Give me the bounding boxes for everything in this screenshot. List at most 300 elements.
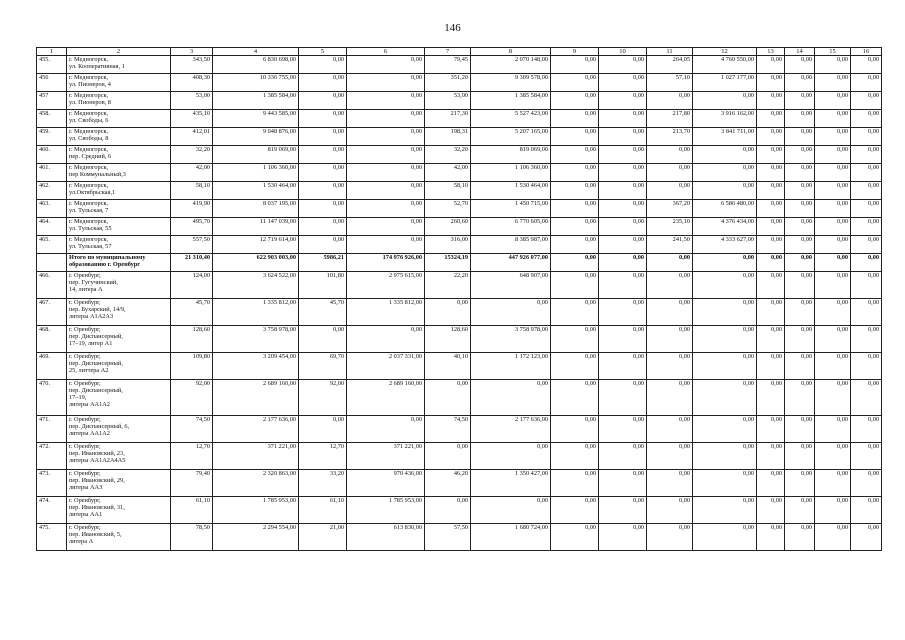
table-row — [37, 380, 882, 416]
address-line: Итого по муниципальному — [69, 254, 146, 261]
value-col-5: 0,00 — [299, 200, 347, 218]
value-col-4: 2 177 636,00 — [213, 416, 299, 443]
row-number: 475. — [37, 524, 67, 551]
address-line: г. Медногорск, — [69, 128, 109, 135]
address-line: г. Медногорск, — [69, 236, 109, 243]
value-col-5: 21,00 — [299, 524, 347, 551]
value-col-13: 0,00 — [757, 128, 785, 146]
value-col-15: 0,00 — [815, 146, 851, 164]
table-row — [37, 218, 882, 236]
value-col-11: 0,00 — [647, 470, 693, 497]
address-line: г. Медногорск, — [69, 146, 109, 153]
value-col-15: 0,00 — [815, 353, 851, 380]
value-col-11: 0,00 — [647, 443, 693, 470]
value-col-12: 0,00 — [693, 470, 757, 497]
value-col-15: 0,00 — [815, 416, 851, 443]
data-table — [36, 47, 882, 551]
address-line: г. Оренбург, — [69, 380, 101, 387]
value-col-3: 12,70 — [171, 443, 213, 470]
row-number: 468. — [37, 326, 67, 353]
address-line: г. Оренбург, — [69, 272, 101, 279]
address-line: г. Медногорск, — [69, 110, 109, 117]
address-cell — [67, 353, 171, 380]
value-col-9: 0,00 — [551, 164, 599, 182]
value-col-12: 0,00 — [693, 380, 757, 416]
value-col-4: 1 106 360,00 — [213, 164, 299, 182]
value-col-7: 58,10 — [425, 182, 471, 200]
address-line: пер Коммунальный,3 — [69, 171, 126, 178]
value-col-9: 0,00 — [551, 200, 599, 218]
value-col-4: 1 335 812,00 — [213, 299, 299, 326]
value-col-8: 2 070 148,00 — [471, 56, 551, 74]
value-col-16: 0,00 — [851, 236, 882, 254]
row-number: 470. — [37, 380, 67, 416]
value-col-3: 92,00 — [171, 380, 213, 416]
row-number: 462. — [37, 182, 67, 200]
address-cell — [67, 92, 171, 110]
value-col-16: 0,00 — [851, 92, 882, 110]
value-col-11: 0,00 — [647, 254, 693, 272]
address-line: пер. Гугучинский, — [69, 279, 118, 286]
value-col-14: 0,00 — [785, 443, 815, 470]
value-col-6: 0,00 — [347, 110, 425, 128]
value-col-11: 0,00 — [647, 272, 693, 299]
table-row — [37, 443, 882, 470]
value-col-10: 0,00 — [599, 524, 647, 551]
value-col-7: 57,50 — [425, 524, 471, 551]
table-body — [37, 48, 882, 551]
address-line: пер. Ивановский, 5, — [69, 531, 122, 538]
value-col-3: 557,50 — [171, 236, 213, 254]
value-col-12: 0,00 — [693, 182, 757, 200]
row-number: 467. — [37, 299, 67, 326]
address-line: пер. Ивановский, 31, — [69, 504, 125, 511]
address-cell — [67, 497, 171, 524]
address-cell — [67, 272, 171, 299]
row-number: 466. — [37, 272, 67, 299]
value-col-8: 8 385 987,00 — [471, 236, 551, 254]
value-col-14: 0,00 — [785, 128, 815, 146]
address-line: 25, литтера А2 — [69, 367, 109, 374]
value-col-15: 0,00 — [815, 74, 851, 92]
address-line: пер. Диспансерный, — [69, 333, 123, 340]
value-col-3: 128,60 — [171, 326, 213, 353]
value-col-3: 42,00 — [171, 164, 213, 182]
value-col-7: 0,00 — [425, 497, 471, 524]
table-row — [37, 74, 882, 92]
value-col-15: 0,00 — [815, 128, 851, 146]
column-number-1: 1 — [37, 48, 67, 56]
address-line: пер. Диспансерный, 6, — [69, 423, 130, 430]
value-col-11: 0,00 — [647, 353, 693, 380]
value-col-6: 0,00 — [347, 74, 425, 92]
address-line: ул. Пионеров, 4 — [69, 81, 111, 88]
address-line: пер. Диспансерный, — [69, 360, 123, 367]
address-cell — [67, 416, 171, 443]
value-col-8: 819 069,00 — [471, 146, 551, 164]
value-col-3: 412,01 — [171, 128, 213, 146]
value-col-16: 0,00 — [851, 524, 882, 551]
value-col-6: 0,00 — [347, 416, 425, 443]
address-line: г. Медногорск, — [69, 182, 109, 189]
column-number-row — [37, 48, 882, 56]
value-col-5: 61,10 — [299, 497, 347, 524]
value-col-11: 0,00 — [647, 182, 693, 200]
column-number-12: 12 — [693, 48, 757, 56]
address-line: г. Оренбург, — [69, 326, 101, 333]
value-col-3: 79,40 — [171, 470, 213, 497]
value-col-14: 0,00 — [785, 110, 815, 128]
value-col-3: 408,30 — [171, 74, 213, 92]
address-cell — [67, 380, 171, 416]
value-col-10: 0,00 — [599, 164, 647, 182]
value-col-8: 1 680 724,00 — [471, 524, 551, 551]
value-col-6: 0,00 — [347, 128, 425, 146]
address-line: пер. Ивановский, 29, — [69, 477, 125, 484]
value-col-12: 4 760 550,00 — [693, 56, 757, 74]
value-col-8: 9 309 578,00 — [471, 74, 551, 92]
value-col-15: 0,00 — [815, 182, 851, 200]
value-col-4: 6 830 698,00 — [213, 56, 299, 74]
address-line: 17–19, литер А1 — [69, 340, 113, 347]
value-col-10: 0,00 — [599, 200, 647, 218]
value-col-15: 0,00 — [815, 92, 851, 110]
value-col-11: 0,00 — [647, 164, 693, 182]
value-col-7: 0,00 — [425, 380, 471, 416]
value-col-13: 0,00 — [757, 56, 785, 74]
value-col-15: 0,00 — [815, 110, 851, 128]
value-col-16: 0,00 — [851, 200, 882, 218]
value-col-9: 0,00 — [551, 272, 599, 299]
value-col-13: 0,00 — [757, 353, 785, 380]
address-cell — [67, 524, 171, 551]
value-col-16: 0,00 — [851, 74, 882, 92]
address-line: образованию г. Оренбург — [69, 261, 141, 268]
value-col-3: 343,50 — [171, 56, 213, 74]
table-row — [37, 272, 882, 299]
value-col-4: 1 385 584,00 — [213, 92, 299, 110]
value-col-15: 0,00 — [815, 524, 851, 551]
value-col-3: 109,80 — [171, 353, 213, 380]
value-col-7: 22,20 — [425, 272, 471, 299]
value-col-7: 316,00 — [425, 236, 471, 254]
row-number: 460. — [37, 146, 67, 164]
value-col-3: 435,10 — [171, 110, 213, 128]
value-col-15: 0,00 — [815, 272, 851, 299]
value-col-7: 217,30 — [425, 110, 471, 128]
value-col-10: 0,00 — [599, 497, 647, 524]
value-col-13: 0,00 — [757, 272, 785, 299]
value-col-16: 0,00 — [851, 182, 882, 200]
address-cell — [67, 110, 171, 128]
value-col-8: 648 907,00 — [471, 272, 551, 299]
value-col-13: 0,00 — [757, 164, 785, 182]
address-line: г. Медногорск, — [69, 74, 109, 81]
value-col-10: 0,00 — [599, 74, 647, 92]
row-number: 455. — [37, 56, 67, 74]
value-col-13: 0,00 — [757, 443, 785, 470]
address-cell — [67, 74, 171, 92]
value-col-6: 0,00 — [347, 236, 425, 254]
value-col-13: 0,00 — [757, 146, 785, 164]
value-col-11: 57,10 — [647, 74, 693, 92]
value-col-10: 0,00 — [599, 353, 647, 380]
value-col-16: 0,00 — [851, 380, 882, 416]
column-number-6: 6 — [347, 48, 425, 56]
value-col-9: 0,00 — [551, 524, 599, 551]
value-col-15: 0,00 — [815, 497, 851, 524]
value-col-6: 0,00 — [347, 182, 425, 200]
value-col-6: 2 689 160,00 — [347, 380, 425, 416]
value-col-3: 61,10 — [171, 497, 213, 524]
value-col-7: 0,00 — [425, 443, 471, 470]
value-col-11: 0,00 — [647, 92, 693, 110]
value-col-15: 0,00 — [815, 218, 851, 236]
value-col-12: 0,00 — [693, 416, 757, 443]
address-line: пер. Ивановский, 23, — [69, 450, 125, 457]
value-col-16: 0,00 — [851, 497, 882, 524]
value-col-13: 0,00 — [757, 299, 785, 326]
column-number-7: 7 — [425, 48, 471, 56]
value-col-6: 0,00 — [347, 164, 425, 182]
value-col-11: 0,00 — [647, 380, 693, 416]
value-col-4: 2 689 160,00 — [213, 380, 299, 416]
value-col-15: 0,00 — [815, 254, 851, 272]
address-cell — [67, 470, 171, 497]
address-cell — [67, 200, 171, 218]
row-number: 471. — [37, 416, 67, 443]
value-col-10: 0,00 — [599, 326, 647, 353]
value-col-9: 0,00 — [551, 380, 599, 416]
value-col-9: 0,00 — [551, 416, 599, 443]
value-col-7: 351,20 — [425, 74, 471, 92]
table-row — [37, 299, 882, 326]
value-col-12: 0,00 — [693, 524, 757, 551]
row-number: 456 — [37, 74, 67, 92]
row-number: 461. — [37, 164, 67, 182]
value-col-16: 0,00 — [851, 326, 882, 353]
value-col-13: 0,00 — [757, 254, 785, 272]
value-col-16: 0,00 — [851, 218, 882, 236]
row-number: 472. — [37, 443, 67, 470]
value-col-7: 0,00 — [425, 299, 471, 326]
value-col-3: 124,00 — [171, 272, 213, 299]
value-col-6: 1 785 953,00 — [347, 497, 425, 524]
value-col-14: 0,00 — [785, 353, 815, 380]
value-col-7: 53,00 — [425, 92, 471, 110]
table-row — [37, 326, 882, 353]
value-col-15: 0,00 — [815, 164, 851, 182]
value-col-13: 0,00 — [757, 416, 785, 443]
row-number: 458. — [37, 110, 67, 128]
value-col-8: 0,00 — [471, 497, 551, 524]
address-line: г. Медногорск, — [69, 56, 109, 63]
address-line: пер. Средний, 6 — [69, 153, 112, 160]
value-col-12: 6 586 480,00 — [693, 200, 757, 218]
value-col-3: 74,50 — [171, 416, 213, 443]
value-col-13: 0,00 — [757, 524, 785, 551]
address-line: ул. Свободы, 6 — [69, 117, 109, 124]
value-col-12: 0,00 — [693, 443, 757, 470]
table-row — [37, 524, 882, 551]
value-col-10: 0,00 — [599, 92, 647, 110]
value-col-8: 5 207 165,00 — [471, 128, 551, 146]
value-col-4: 1 530 464,00 — [213, 182, 299, 200]
value-col-14: 0,00 — [785, 254, 815, 272]
address-line: г. Медногорск, — [69, 218, 109, 225]
row-number: 459. — [37, 128, 67, 146]
value-col-8: 1 385 584,00 — [471, 92, 551, 110]
value-col-13: 0,00 — [757, 182, 785, 200]
value-col-16: 0,00 — [851, 254, 882, 272]
value-col-5: 92,00 — [299, 380, 347, 416]
address-line: литеры А1А2А3 — [69, 313, 114, 320]
value-col-14: 0,00 — [785, 56, 815, 74]
value-col-11: 0,00 — [647, 416, 693, 443]
value-col-5: 0,00 — [299, 326, 347, 353]
value-col-6: 0,00 — [347, 200, 425, 218]
row-number: 465. — [37, 236, 67, 254]
address-line: г. Оренбург, — [69, 497, 101, 504]
address-line: пер. Бухарский, 14/9, — [69, 306, 126, 313]
address-line: г. Медногорск, — [69, 200, 109, 207]
value-col-7: 79,45 — [425, 56, 471, 74]
value-col-5: 0,00 — [299, 74, 347, 92]
value-col-6: 371 221,00 — [347, 443, 425, 470]
value-col-8: 1 172 123,00 — [471, 353, 551, 380]
value-col-10: 0,00 — [599, 146, 647, 164]
column-number-5: 5 — [299, 48, 347, 56]
row-number: 463. — [37, 200, 67, 218]
value-col-14: 0,00 — [785, 164, 815, 182]
total-row — [37, 254, 882, 272]
value-col-14: 0,00 — [785, 497, 815, 524]
value-col-11: 213,70 — [647, 128, 693, 146]
value-col-6: 0,00 — [347, 326, 425, 353]
value-col-7: 52,70 — [425, 200, 471, 218]
value-col-15: 0,00 — [815, 236, 851, 254]
row-number: 457 — [37, 92, 67, 110]
column-number-16: 16 — [851, 48, 882, 56]
address-cell — [67, 443, 171, 470]
value-col-4: 2 294 554,00 — [213, 524, 299, 551]
value-col-4: 8 037 195,00 — [213, 200, 299, 218]
value-col-16: 0,00 — [851, 110, 882, 128]
value-col-8: 6 770 605,00 — [471, 218, 551, 236]
value-col-13: 0,00 — [757, 110, 785, 128]
value-col-4: 1 785 953,00 — [213, 497, 299, 524]
value-col-12: 0,00 — [693, 164, 757, 182]
value-col-10: 0,00 — [599, 272, 647, 299]
value-col-10: 0,00 — [599, 56, 647, 74]
value-col-15: 0,00 — [815, 200, 851, 218]
value-col-16: 0,00 — [851, 443, 882, 470]
value-col-7: 42,00 — [425, 164, 471, 182]
column-number-3: 3 — [171, 48, 213, 56]
value-col-11: 235,10 — [647, 218, 693, 236]
value-col-14: 0,00 — [785, 470, 815, 497]
value-col-7: 40,10 — [425, 353, 471, 380]
address-line: г. Оренбург, — [69, 416, 101, 423]
value-col-14: 0,00 — [785, 182, 815, 200]
value-col-5: 0,00 — [299, 416, 347, 443]
value-col-14: 0,00 — [785, 200, 815, 218]
value-col-13: 0,00 — [757, 92, 785, 110]
value-col-3: 58,10 — [171, 182, 213, 200]
value-col-16: 0,00 — [851, 353, 882, 380]
value-col-8: 5 527 423,00 — [471, 110, 551, 128]
value-col-15: 0,00 — [815, 326, 851, 353]
table-row — [37, 92, 882, 110]
table-row — [37, 236, 882, 254]
value-col-9: 0,00 — [551, 218, 599, 236]
row-number: 469. — [37, 353, 67, 380]
value-col-8: 1 450 715,00 — [471, 200, 551, 218]
value-col-5: 101,80 — [299, 272, 347, 299]
value-col-14: 0,00 — [785, 218, 815, 236]
value-col-15: 0,00 — [815, 443, 851, 470]
address-line: ул. Пионеров, 8 — [69, 99, 111, 106]
address-line: г. Медногорск, — [69, 164, 109, 171]
value-col-8: 1 530 464,00 — [471, 182, 551, 200]
address-line: г. Оренбург, — [69, 353, 101, 360]
value-col-12: 0,00 — [693, 146, 757, 164]
value-col-13: 0,00 — [757, 218, 785, 236]
value-col-12: 0,00 — [693, 92, 757, 110]
address-line: пер. Диспансерный, — [69, 387, 123, 394]
value-col-16: 0,00 — [851, 416, 882, 443]
address-line: ул. Тульская, 57 — [69, 243, 112, 250]
value-col-14: 0,00 — [785, 272, 815, 299]
value-col-3: 45,70 — [171, 299, 213, 326]
value-col-16: 0,00 — [851, 56, 882, 74]
value-col-11: 367,20 — [647, 200, 693, 218]
value-col-12: 4 333 627,00 — [693, 236, 757, 254]
value-col-3: 495,70 — [171, 218, 213, 236]
value-col-9: 0,00 — [551, 443, 599, 470]
table-row — [37, 110, 882, 128]
value-col-6: 0,00 — [347, 146, 425, 164]
value-col-15: 0,00 — [815, 56, 851, 74]
value-col-4: 2 320 863,00 — [213, 470, 299, 497]
value-col-7: 260,60 — [425, 218, 471, 236]
value-col-6: 0,00 — [347, 218, 425, 236]
value-col-12: 0,00 — [693, 299, 757, 326]
value-col-10: 0,00 — [599, 218, 647, 236]
value-col-5: 0,00 — [299, 218, 347, 236]
value-col-10: 0,00 — [599, 128, 647, 146]
value-col-4: 11 147 039,00 — [213, 218, 299, 236]
value-col-7: 128,60 — [425, 326, 471, 353]
value-col-16: 0,00 — [851, 146, 882, 164]
value-col-15: 0,00 — [815, 299, 851, 326]
value-col-9: 0,00 — [551, 74, 599, 92]
address-line: 14, литера А — [69, 286, 103, 293]
table-row — [37, 146, 882, 164]
value-col-8: 0,00 — [471, 299, 551, 326]
value-col-10: 0,00 — [599, 299, 647, 326]
value-col-12: 1 027 177,00 — [693, 74, 757, 92]
value-col-5: 0,00 — [299, 110, 347, 128]
row-number — [37, 254, 67, 272]
value-col-4: 819 069,00 — [213, 146, 299, 164]
value-col-14: 0,00 — [785, 146, 815, 164]
value-col-3: 419,90 — [171, 200, 213, 218]
value-col-4: 10 336 755,00 — [213, 74, 299, 92]
value-col-8: 0,00 — [471, 443, 551, 470]
value-col-4: 3 758 978,00 — [213, 326, 299, 353]
value-col-8: 1 106 360,00 — [471, 164, 551, 182]
